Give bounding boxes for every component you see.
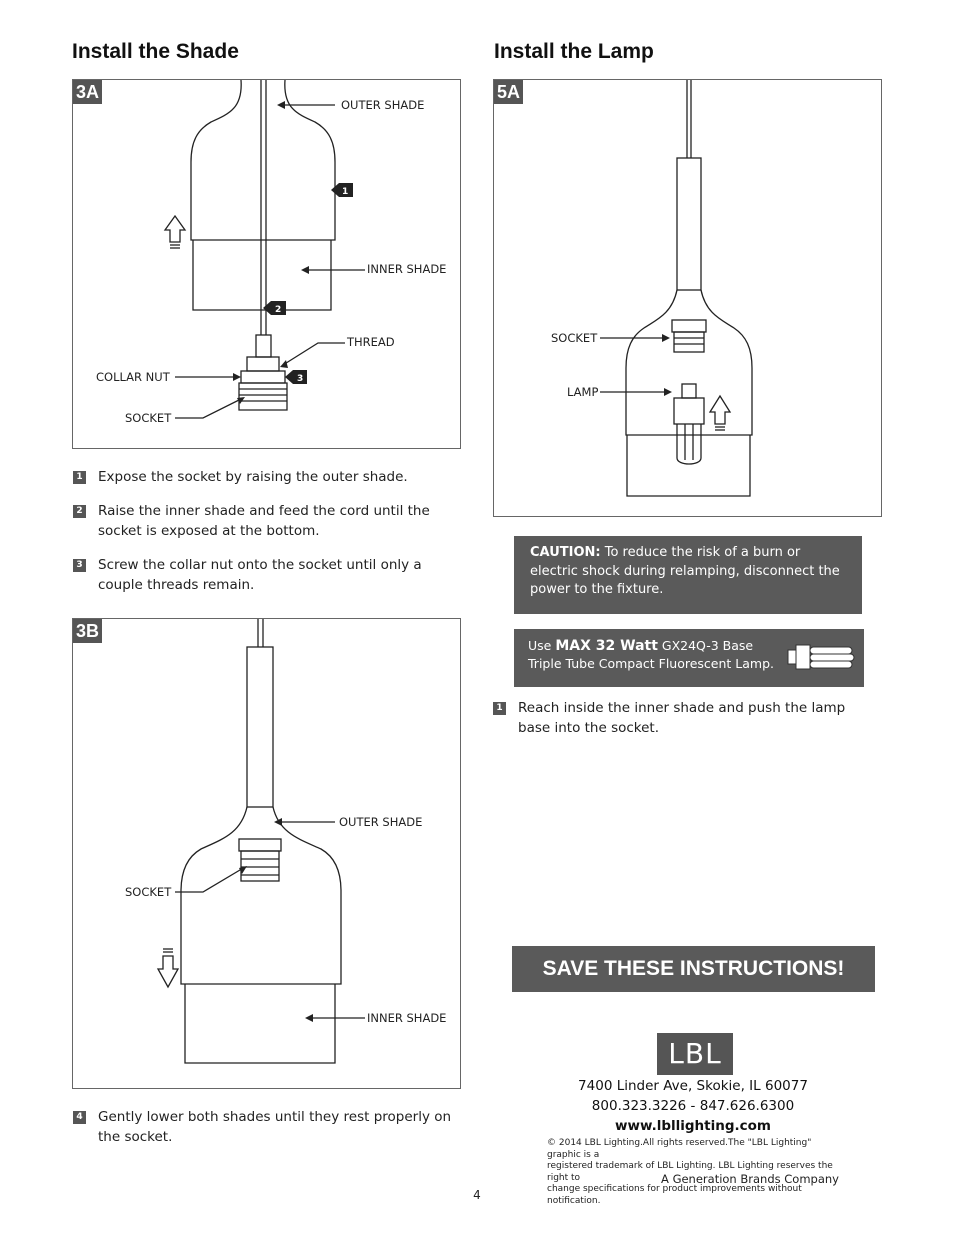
label-socket-5a: SOCKET (551, 331, 598, 345)
step-4 (73, 1107, 458, 1147)
caution-box (514, 536, 862, 614)
caution-label: CAUTION: (530, 545, 601, 560)
panel-3a (72, 79, 461, 449)
step-number: 1 (73, 471, 86, 484)
save-instructions-banner: SAVE THESE INSTRUCTIONS! (512, 946, 875, 992)
caution-text: To reduce the risk of a burn or electric shock during relamping, disconnect the power to the fixture. (530, 545, 840, 597)
lamp-spec-line2: Triple Tube Compact Fluorescent Lamp. (528, 656, 775, 671)
step-text: Screw the collar nut onto the socket until only a couple threads remain. (98, 557, 422, 593)
panel-5a (493, 79, 882, 517)
marker-3: 3 (297, 374, 304, 384)
label-inner-shade: INNER SHADE (367, 262, 447, 276)
company-address: 7400 Linder Ave, Skokie, IL 60077 (578, 1078, 808, 1094)
copyright-line: registered trademark of LBL Lighting. LBL Lighting reserves the right to (547, 1161, 833, 1183)
lamp-spec-prefix: Use (528, 638, 552, 653)
lamp-spec-box (514, 629, 864, 687)
label-outer-shade: OUTER SHADE (341, 98, 425, 112)
copyright-line: © 2014 LBL Lighting.All rights reserved.The "LBL Lighting" graphic is a (547, 1138, 812, 1160)
lbl-logo: LBL (657, 1033, 733, 1075)
copyright-line: change specifications for product improvements without notification. (547, 1184, 802, 1206)
company-tagline: A Generation Brands Company (661, 1172, 839, 1186)
step-text: Reach inside the inner shade and push the lamp base into the socket. (518, 700, 846, 736)
label-outer-shade-3b: OUTER SHADE (339, 815, 423, 829)
label-collar-nut: COLLAR NUT (96, 370, 170, 384)
install-shade-title: Install the Shade (72, 40, 239, 63)
step-text: Gently lower both shades until they rest properly on the socket. (98, 1109, 452, 1145)
lamp-step-1 (493, 698, 863, 738)
panel-tag-5a: 5A (494, 80, 523, 104)
step-number: 1 (493, 702, 506, 715)
step-3 (73, 555, 458, 595)
cfl-lamp-icon (786, 639, 858, 675)
panel-tag-3a: 3A (73, 80, 102, 104)
label-lamp-5a: LAMP (567, 385, 599, 399)
step-number: 4 (73, 1111, 86, 1124)
step-text: Expose the socket by raising the outer shade. (98, 469, 408, 485)
step-text: Raise the inner shade and feed the cord until the socket is exposed at the bottom. (98, 503, 430, 539)
page-number: 4 (473, 1188, 481, 1202)
company-website: www.lbllighting.com (615, 1118, 771, 1134)
label-socket-3b: SOCKET (125, 885, 172, 899)
step-2 (73, 501, 458, 541)
company-phones: 800.323.3226 - 847.626.6300 (591, 1098, 795, 1114)
marker-2: 2 (275, 305, 282, 315)
marker-1: 1 (342, 187, 349, 197)
label-thread: THREAD (347, 335, 395, 349)
label-socket: SOCKET (125, 411, 172, 425)
step-number: 2 (73, 505, 86, 518)
step-1 (73, 467, 458, 487)
lamp-install-illustration (494, 80, 883, 518)
panel-tag-3b: 3B (73, 619, 102, 643)
panel-3b (72, 618, 461, 1089)
lamp-spec-watt: MAX 32 Watt (555, 638, 658, 654)
label-inner-shade-3b: INNER SHADE (367, 1011, 447, 1025)
install-lamp-title: Install the Lamp (494, 40, 654, 63)
step-number: 3 (73, 559, 86, 572)
lamp-spec-base: GX24Q-3 Base (661, 638, 754, 653)
